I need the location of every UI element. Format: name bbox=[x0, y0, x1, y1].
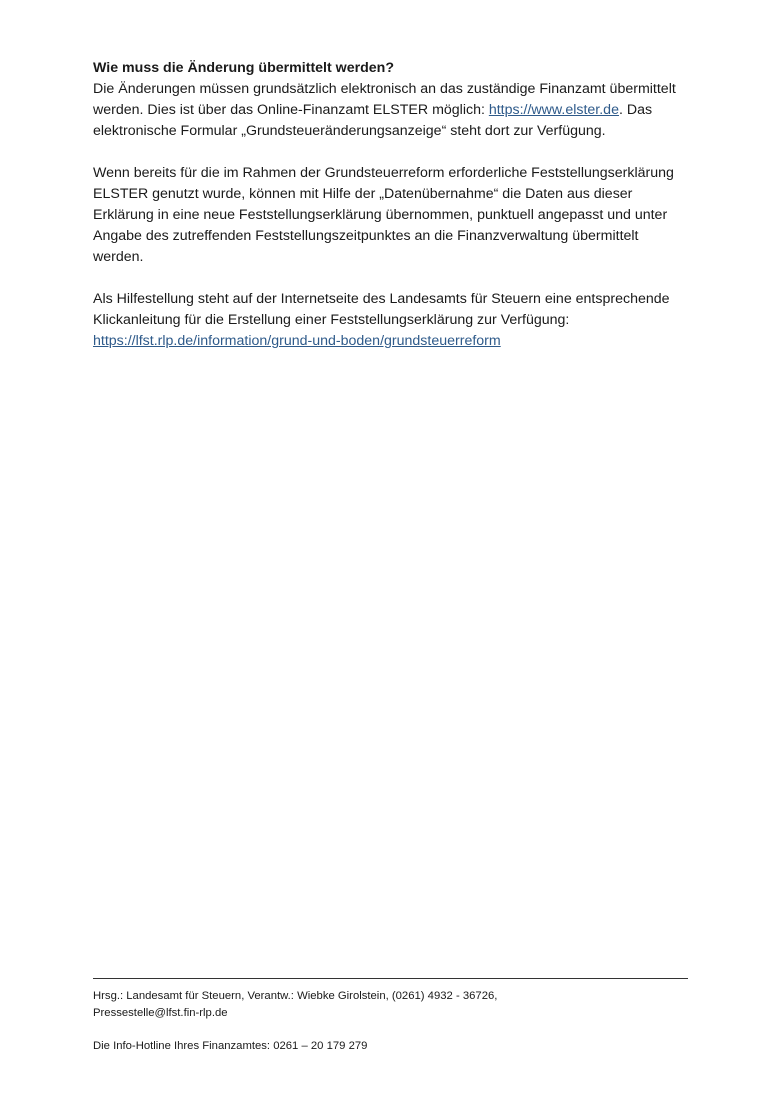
paragraph-line: Angabe des zutreffenden Feststellungszeitpunktes an die Finanzverwaltung übermittelt bbox=[93, 228, 639, 244]
paragraph-line: Klickanleitung für die Erstellung einer Feststellungserklärung zur Verfügung: bbox=[93, 312, 570, 328]
paragraph-line: Wenn bereits für die im Rahmen der Grundsteuerreform erforderliche Feststellungserklärung bbox=[93, 165, 674, 181]
footer-divider bbox=[93, 978, 688, 979]
paragraph-text: . Das bbox=[618, 102, 653, 118]
paragraph-transmission bbox=[93, 79, 693, 142]
paragraph-data-transfer bbox=[93, 163, 693, 268]
paragraph-line: ELSTER genutzt wurde, können mit Hilfe der „Datenübernahme“ die Daten aus dieser bbox=[93, 186, 633, 202]
paragraph-help bbox=[93, 289, 693, 352]
footer-publisher: Hrsg.: Landesamt für Steuern, Verantw.: Wiebke Girolstein, (0261) 4932 - 36726, bbox=[93, 990, 498, 1002]
lfst-grundsteuerreform-link[interactable]: https://lfst.rlp.de/information/grund-und-boden/grundsteuerreform bbox=[93, 333, 501, 349]
paragraph-line bbox=[93, 331, 693, 352]
paragraph-line: Erklärung in eine neue Feststellungserklärung übernommen, punktuell angepasst und unter bbox=[93, 207, 668, 223]
footer bbox=[93, 988, 693, 1055]
paragraph-line: Die Änderungen müssen grundsätzlich elektronisch an das zuständige Finanzamt übermittelt bbox=[93, 81, 676, 97]
paragraph-line: elektronische Formular „Grundsteueränderungsanzeige“ steht dort zur Verfügung. bbox=[93, 123, 606, 139]
footer-hotline: Die Info-Hotline Ihres Finanzamtes: 0261 – 20 179 279 bbox=[93, 1040, 368, 1052]
document-body bbox=[93, 58, 693, 373]
footer-press-email: Pressestelle@lfst.fin-rlp.de bbox=[93, 1007, 228, 1019]
paragraph-line bbox=[93, 100, 693, 121]
elster-link[interactable]: https://www.elster.de bbox=[488, 102, 619, 118]
section-heading: Wie muss die Änderung übermittelt werden? bbox=[93, 60, 394, 76]
paragraph-text: werden. Dies ist über das Online-Finanzamt ELSTER möglich: bbox=[93, 102, 489, 118]
paragraph-line: Als Hilfestellung steht auf der Internetseite des Landesamts für Steuern eine entsprechende bbox=[93, 291, 670, 307]
paragraph-line: werden. bbox=[93, 249, 144, 265]
